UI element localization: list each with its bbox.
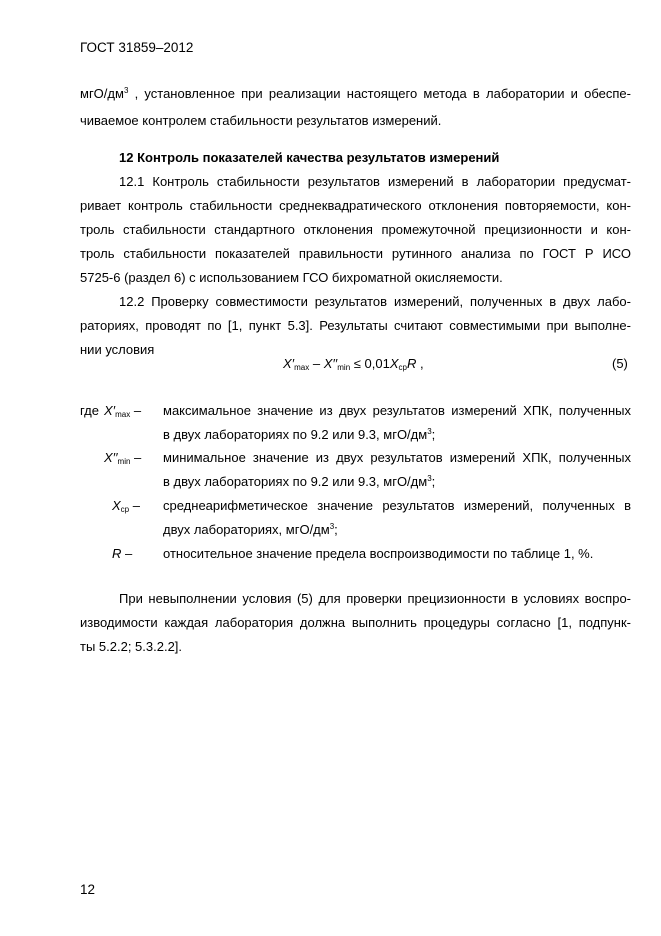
def2-sym-sub: min: [117, 457, 131, 466]
section-title: 12 Контроль показателей качества результатов измерений: [119, 150, 500, 165]
def4-line-1: относительное значение предела воспроизводимости по таблице 1, %.: [163, 546, 594, 561]
formula-sub-min: min: [337, 363, 351, 372]
def3-dash: –: [129, 498, 140, 513]
def3-line-2: [163, 522, 338, 538]
def1-sym-sub: max: [115, 410, 131, 419]
p2-line-3: нии условия: [80, 342, 155, 357]
formula-x-min: X′′: [323, 356, 338, 371]
def3-text: двух лабораториях, мгО/дм: [163, 522, 330, 537]
def2-line-2: [163, 474, 435, 490]
formula-sub-max: max: [294, 363, 310, 372]
def1-line-1: максимальное значение из двух результатов измерений ХПК, полученных: [163, 403, 631, 418]
def-where: где: [80, 403, 99, 418]
def4-dash: –: [121, 546, 133, 561]
p1-line-2: ривает контроль стабильности среднеквадратического отклонения повторяемости, кон-: [80, 198, 631, 213]
document-header: ГОСТ 31859–2012: [80, 40, 194, 55]
def2-end: ;: [431, 474, 436, 489]
p1-line-4: троль стабильности показателей правильности рутинного анализа по ГОСТ Р ИСО: [80, 246, 631, 261]
intro-text: , установленное при реализации настоящего метода в лаборатории и обеспе-: [134, 86, 631, 101]
def2-dash: –: [130, 450, 142, 465]
def4-sym-r: R: [112, 546, 122, 561]
formula-x-cp: X: [389, 356, 399, 371]
def1-sym-x: X′: [104, 403, 116, 418]
formula-le: ≤ 0,01: [350, 356, 390, 371]
intro-line-2: чиваемое контролем стабильности результатов измерений.: [80, 113, 442, 128]
intro-line-1: [80, 86, 631, 102]
p1-line-1: 12.1 Контроль стабильности результатов измерений в лаборатории предусмат-: [119, 174, 631, 189]
closing-line-2: изводимости каждая лаборатория должна выполнить процедуры согласно [1, подпунк-: [80, 615, 631, 630]
def1-symbol: [104, 403, 141, 419]
closing-line-1: При невыполнении условия (5) для проверки прецизионности в условиях воспро-: [119, 591, 631, 606]
p2-line-1: 12.2 Проверку совместимости результатов измерений, полученных в двух лабо-: [119, 294, 631, 309]
def2-sup: 3: [427, 474, 432, 483]
p1-line-3: троль стабильности стандартного отклонения промежуточной прецизионности и кон-: [80, 222, 631, 237]
p1-line-5: 5725-6 (раздел 6) с использованием ГСО бихроматной окисляемости.: [80, 270, 503, 285]
def4-symbol: [112, 546, 132, 562]
def3-sym-x: X: [112, 498, 121, 513]
def2-text: в двух лабораториях по 9.2 или 9.3, мгО/дм: [163, 474, 428, 489]
formula-number: (5): [612, 356, 628, 371]
formula-comma: ,: [416, 356, 424, 371]
closing-line-3: ты 5.2.2; 5.3.2.2].: [80, 639, 183, 654]
def3-end: ;: [334, 522, 338, 537]
def1-sup: 3: [427, 427, 432, 436]
def3-symbol: [112, 498, 140, 514]
def3-line-1: среднеарифметическое значение результатов измерений, полученных в: [163, 498, 631, 513]
formula: [283, 356, 424, 372]
p2-line-2: раториях, проводят по [1, пункт 5.3]. Результаты считают совместимыми при выполне-: [80, 318, 631, 333]
def1-line-2: [163, 427, 435, 443]
def1-end: ;: [431, 427, 436, 442]
intro-unit: мгО/дм: [80, 86, 124, 101]
formula-r: R: [406, 356, 417, 371]
intro-unit-sup: 3: [123, 86, 129, 95]
def1-dash: –: [130, 403, 142, 418]
def2-symbol: [104, 450, 141, 466]
def3-sym-sub: ср: [120, 505, 130, 514]
page-number: 12: [80, 882, 96, 897]
def1-text: в двух лабораториях по 9.2 или 9.3, мгО/дм: [163, 427, 428, 442]
def2-sym-x: X′′: [104, 450, 118, 465]
def3-sup: 3: [329, 522, 335, 531]
formula-sub-cp: ср: [398, 363, 407, 372]
def2-line-1: минимальное значение из двух результатов измерений ХПК, полученных: [163, 450, 631, 465]
formula-minus: –: [309, 356, 324, 371]
formula-x-max: X′: [283, 356, 295, 371]
